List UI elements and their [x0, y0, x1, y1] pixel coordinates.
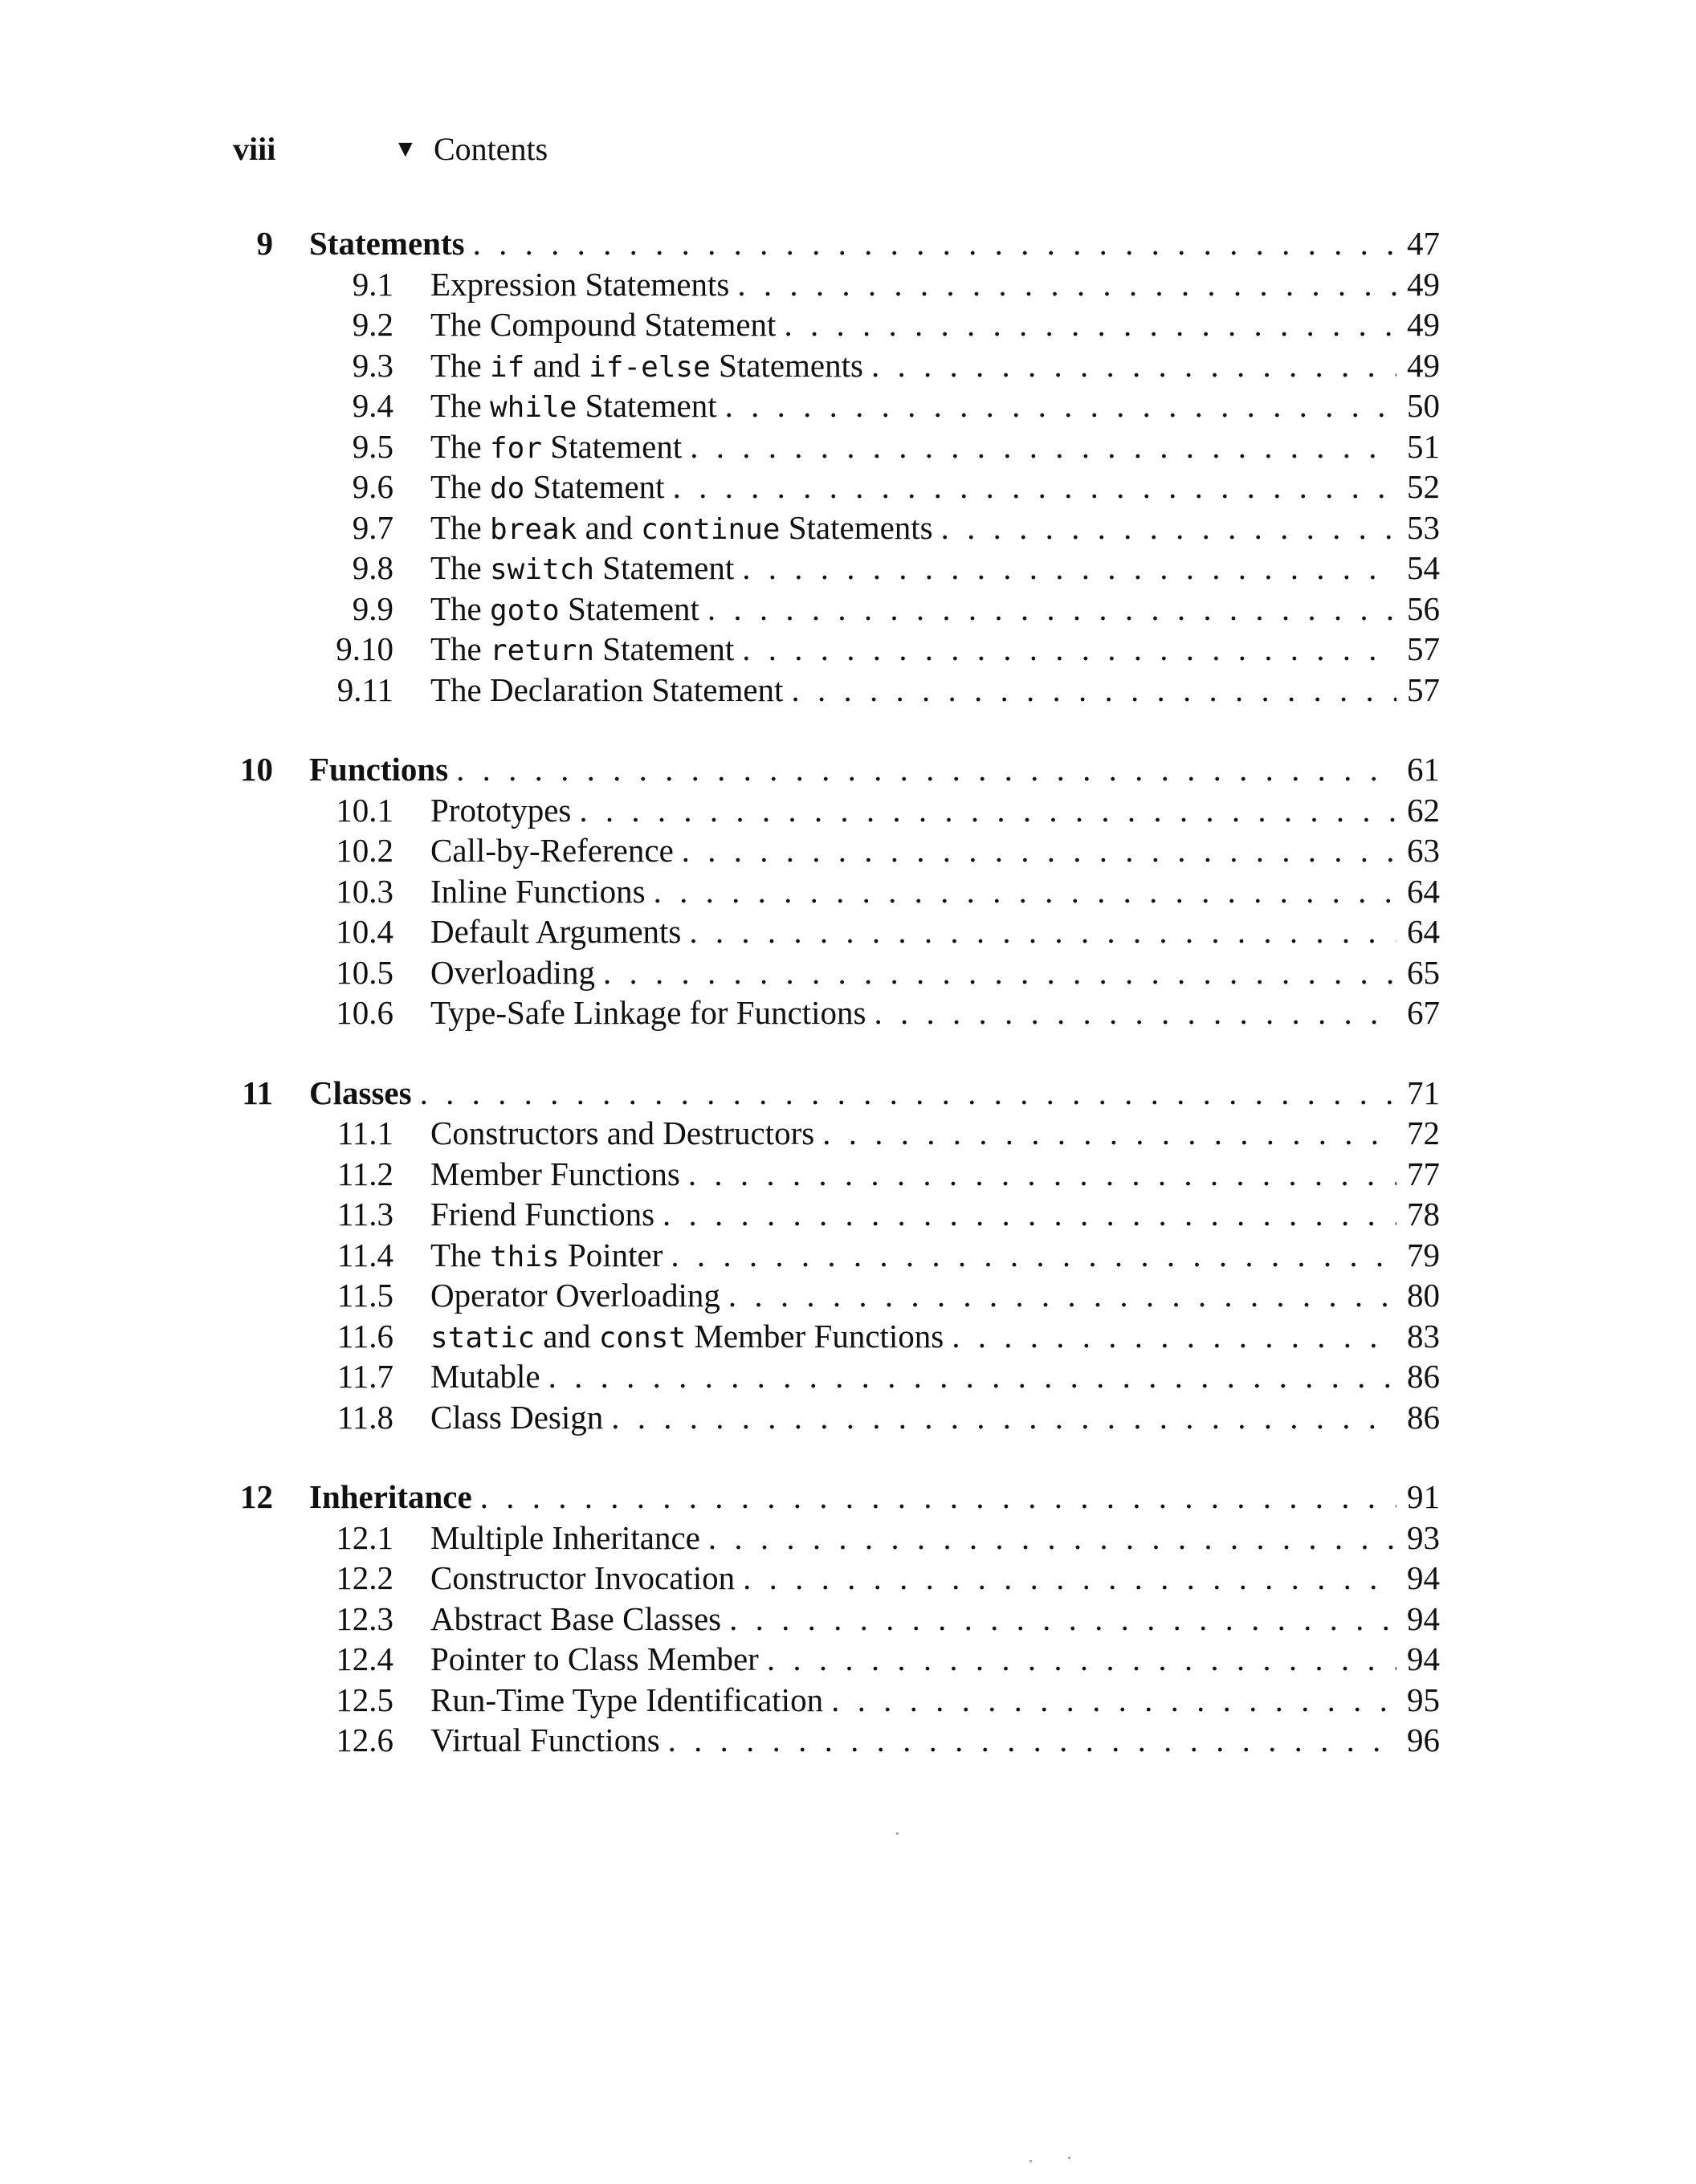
section-leader-line — [430, 790, 1440, 831]
section-number: 11.4 — [336, 1236, 393, 1273]
section-number: 11.3 — [336, 1196, 393, 1233]
title-fragment: Member Functions — [686, 1317, 944, 1355]
section-number: 10.5 — [336, 953, 393, 991]
section-page-number: 77 — [1407, 1155, 1440, 1192]
section-number: 9.1 — [352, 265, 393, 303]
toc-section-entry[interactable] — [0, 264, 1696, 305]
dot-leader — [783, 670, 1396, 711]
section-page-number: 64 — [1407, 913, 1440, 950]
dot-leader — [603, 1397, 1396, 1438]
section-title — [430, 1680, 823, 1721]
dot-leader — [682, 426, 1396, 467]
toc-section-entry[interactable] — [0, 871, 1696, 912]
title-fragment: The — [430, 468, 490, 505]
dot-leader — [540, 1356, 1396, 1397]
section-title — [430, 467, 665, 510]
chapter-title: Statements — [309, 225, 465, 262]
section-number: 11.5 — [336, 1277, 393, 1314]
toc-section-entry[interactable] — [0, 345, 1696, 386]
title-fragment: The — [430, 508, 490, 546]
section-number: 9.9 — [352, 589, 393, 627]
toc-section-entry[interactable] — [0, 830, 1696, 871]
section-page-number: 67 — [1407, 994, 1440, 1031]
title-fragment: Friend Functions — [430, 1196, 655, 1233]
toc-chapter — [0, 1477, 1696, 1761]
section-leader-line — [430, 1558, 1440, 1599]
section-leader-line — [430, 507, 1440, 551]
section-number: 12.2 — [336, 1559, 393, 1596]
title-fragment: The — [430, 427, 490, 465]
chapter-title: Functions — [309, 751, 449, 788]
section-title — [430, 911, 681, 952]
title-fragment: Expression Statements — [430, 265, 730, 303]
dot-leader — [863, 345, 1396, 386]
section-page-number: 53 — [1407, 508, 1440, 546]
toc-section-entry[interactable] — [0, 1113, 1696, 1154]
title-fragment: Statement — [594, 630, 735, 667]
section-leader-line — [430, 1356, 1440, 1397]
dot-leader — [681, 911, 1396, 952]
dot-leader — [823, 1680, 1396, 1721]
toc-chapter-entry[interactable] — [0, 1477, 1696, 1518]
section-title — [430, 1194, 654, 1235]
title-fragment: Constructors and Destructors — [430, 1114, 815, 1151]
section-page-number: 50 — [1407, 387, 1440, 424]
section-page-number: 96 — [1407, 1722, 1440, 1758]
title-fragment: Prototypes — [430, 791, 572, 829]
section-number: 9.7 — [352, 508, 393, 546]
section-title — [430, 952, 595, 993]
section-title — [430, 1518, 700, 1559]
section-number: 10.2 — [336, 832, 393, 869]
toc-chapter — [0, 1073, 1696, 1438]
chapter-page-number: 61 — [1407, 751, 1440, 788]
dot-leader — [814, 1113, 1396, 1154]
section-leader-line — [430, 467, 1440, 510]
title-fragment: Mutable — [430, 1358, 540, 1395]
section-number: 10.1 — [336, 791, 393, 829]
title-fragment: Inline Functions — [430, 872, 646, 910]
dot-leader — [665, 467, 1396, 507]
section-number: 9.6 — [352, 468, 393, 505]
dot-leader — [735, 1558, 1396, 1599]
toc-section-entry[interactable] — [0, 1275, 1696, 1316]
title-fragment: Virtual Functions — [430, 1722, 660, 1758]
section-title — [430, 790, 571, 831]
dot-leader — [571, 790, 1396, 831]
section-number: 10.4 — [336, 913, 393, 950]
section-page-number: 54 — [1407, 549, 1440, 586]
section-leader-line — [430, 1518, 1440, 1559]
title-fragment: Pointer to Class Member — [430, 1640, 759, 1677]
section-page-number: 62 — [1407, 791, 1440, 829]
section-number: 11.2 — [336, 1155, 393, 1192]
section-leader-line — [430, 1275, 1440, 1316]
section-leader-line — [430, 304, 1440, 345]
section-leader-line — [430, 426, 1440, 470]
section-title — [430, 548, 734, 591]
dot-leader — [776, 304, 1396, 345]
section-page-number: 49 — [1407, 346, 1440, 384]
section-number: 9.4 — [352, 387, 393, 424]
code-keyword: if-else — [589, 350, 711, 384]
table-of-contents — [0, 223, 1696, 1800]
section-page-number: 86 — [1407, 1358, 1440, 1395]
running-head — [233, 125, 1437, 173]
toc-section-entry[interactable] — [0, 1599, 1696, 1640]
code-keyword: return — [490, 634, 595, 667]
section-page-number: 72 — [1407, 1114, 1440, 1151]
chapter-page-number: 47 — [1407, 225, 1440, 262]
section-number: 9.2 — [352, 306, 393, 343]
section-page-number: 83 — [1407, 1317, 1440, 1355]
toc-section-entry[interactable] — [0, 911, 1696, 952]
section-page-number: 56 — [1407, 589, 1440, 627]
toc-section-entry[interactable] — [0, 1518, 1696, 1559]
section-title — [430, 871, 646, 912]
title-fragment: and — [524, 346, 589, 384]
section-number: 10.3 — [336, 872, 393, 910]
section-leader-line — [430, 264, 1440, 305]
section-leader-line — [430, 589, 1440, 632]
section-title — [430, 629, 734, 672]
section-number: 9.10 — [336, 630, 393, 667]
section-leader-line — [430, 1113, 1440, 1154]
section-leader-line — [430, 1154, 1440, 1195]
chapter-leader-line — [309, 1073, 1440, 1114]
section-number: 12.5 — [336, 1681, 393, 1718]
running-head-title: Contents — [434, 131, 548, 167]
title-fragment: Member Functions — [430, 1155, 680, 1192]
section-leader-line — [430, 1599, 1440, 1640]
section-leader-line — [430, 670, 1440, 711]
title-fragment: The — [430, 346, 490, 384]
title-fragment: Statement — [524, 468, 665, 505]
section-page-number: 94 — [1407, 1599, 1440, 1637]
section-page-number: 64 — [1407, 872, 1440, 910]
title-fragment: Statement — [542, 427, 683, 465]
section-leader-line — [430, 992, 1440, 1033]
section-number: 11.8 — [336, 1398, 393, 1436]
toc-section-entry[interactable] — [0, 304, 1696, 345]
toc-section-entry[interactable] — [0, 1720, 1696, 1761]
section-number: 9.5 — [352, 427, 393, 465]
title-fragment: Statements — [780, 508, 933, 546]
dot-leader — [699, 589, 1396, 630]
title-fragment: Default Arguments — [430, 913, 682, 950]
section-title — [430, 1275, 720, 1316]
dot-leader — [412, 1073, 1396, 1114]
title-fragment: Call-by-Reference — [430, 832, 674, 869]
toc-section-entry[interactable] — [0, 385, 1696, 426]
section-leader-line — [430, 911, 1440, 952]
dot-leader — [680, 1154, 1396, 1195]
toc-chapter — [0, 223, 1696, 710]
chapter-leader-line — [309, 749, 1440, 790]
section-title — [430, 1720, 660, 1761]
section-page-number: 86 — [1407, 1398, 1440, 1436]
section-title — [430, 1356, 540, 1397]
toc-chapter-entry[interactable] — [0, 223, 1696, 264]
section-number: 9.11 — [336, 670, 393, 708]
code-keyword: if — [490, 350, 525, 384]
toc-section-entry[interactable] — [0, 629, 1696, 670]
section-leader-line — [430, 1316, 1440, 1359]
title-fragment: Multiple Inheritance — [430, 1518, 700, 1556]
section-title — [430, 992, 866, 1033]
title-fragment: Constructor Invocation — [430, 1559, 736, 1596]
section-page-number: 95 — [1407, 1681, 1440, 1718]
chapter-title: Inheritance — [309, 1478, 472, 1515]
section-leader-line — [430, 629, 1440, 672]
section-number: 12.1 — [336, 1518, 393, 1556]
toc-chapter-entry[interactable] — [0, 749, 1696, 790]
dot-leader — [662, 1235, 1396, 1276]
section-number: 10.6 — [336, 994, 393, 1031]
chapter-leader-line — [309, 223, 1440, 264]
section-title — [430, 304, 776, 345]
section-page-number: 79 — [1407, 1236, 1440, 1273]
dot-leader — [660, 1720, 1396, 1761]
title-fragment: Type-Safe Linkage for Functions — [430, 994, 866, 1031]
toc-section-entry[interactable] — [0, 589, 1696, 630]
triangle-marker-icon: ▼ — [393, 136, 418, 162]
section-title — [430, 1558, 735, 1599]
toc-section-entry[interactable] — [0, 1558, 1696, 1599]
section-page-number: 49 — [1407, 265, 1440, 303]
section-leader-line — [430, 1680, 1440, 1721]
toc-section-entry[interactable] — [0, 670, 1696, 711]
toc-section-entry[interactable] — [0, 790, 1696, 831]
page-number: viii — [233, 131, 276, 167]
section-number: 11.7 — [336, 1358, 393, 1395]
section-leader-line — [430, 1235, 1440, 1278]
chapter-number: 11 — [242, 1074, 273, 1111]
section-page-number: 94 — [1407, 1559, 1440, 1596]
section-title — [430, 264, 729, 305]
print-speck — [1068, 2157, 1070, 2159]
chapter-number: 9 — [256, 225, 273, 262]
section-page-number: 80 — [1407, 1277, 1440, 1314]
dot-leader — [734, 629, 1396, 670]
toc-section-entry[interactable] — [0, 992, 1696, 1033]
dot-leader — [595, 952, 1396, 993]
title-fragment: The — [430, 1236, 490, 1273]
section-leader-line — [430, 871, 1440, 912]
toc-chapter-entry[interactable] — [0, 1073, 1696, 1114]
toc-section-entry[interactable] — [0, 1680, 1696, 1721]
section-number: 11.1 — [336, 1114, 393, 1151]
chapter-number: 10 — [240, 751, 273, 788]
dot-leader — [933, 507, 1396, 548]
toc-section-entry[interactable] — [0, 1235, 1696, 1276]
code-keyword: switch — [490, 553, 595, 586]
section-number: 9.8 — [352, 549, 393, 586]
section-number: 12.6 — [336, 1722, 393, 1758]
code-keyword: while — [490, 391, 577, 424]
title-fragment: The — [430, 387, 490, 424]
section-title — [430, 385, 717, 429]
section-title — [430, 345, 863, 389]
code-keyword: static — [430, 1321, 536, 1355]
title-fragment: Pointer — [559, 1236, 663, 1273]
section-leader-line — [430, 830, 1440, 871]
section-leader-line — [430, 548, 1440, 591]
dot-leader — [944, 1316, 1396, 1357]
title-fragment: Statements — [710, 346, 863, 384]
toc-section-entry[interactable] — [0, 548, 1696, 589]
section-page-number: 57 — [1407, 670, 1440, 708]
dot-leader — [465, 223, 1396, 264]
toc-section-entry[interactable] — [0, 1397, 1696, 1438]
title-fragment: The — [430, 549, 490, 586]
title-fragment: Statement — [559, 589, 699, 627]
section-leader-line — [430, 1397, 1440, 1438]
section-number: 11.6 — [336, 1317, 393, 1355]
code-keyword: goto — [490, 593, 560, 627]
dot-leader — [729, 264, 1396, 305]
chapter-page-number: 71 — [1407, 1074, 1440, 1111]
title-fragment: Class Design — [430, 1398, 604, 1436]
dot-leader — [720, 1275, 1396, 1316]
section-title — [430, 830, 674, 871]
toc-section-entry[interactable] — [0, 507, 1696, 548]
section-page-number: 65 — [1407, 953, 1440, 991]
toc-chapter — [0, 749, 1696, 1033]
section-number: 12.3 — [336, 1599, 393, 1637]
section-page-number: 52 — [1407, 468, 1440, 505]
title-fragment: Run-Time Type Identification — [430, 1681, 824, 1718]
print-speck — [896, 1832, 899, 1835]
dot-leader — [734, 548, 1396, 589]
dot-leader — [674, 830, 1396, 871]
section-title — [430, 1599, 721, 1640]
code-keyword: const — [598, 1321, 687, 1355]
title-fragment: Operator Overloading — [430, 1277, 720, 1314]
toc-section-entry[interactable] — [0, 1194, 1696, 1235]
section-page-number: 94 — [1407, 1640, 1440, 1677]
title-fragment: The — [430, 589, 490, 627]
section-title — [430, 1113, 814, 1154]
section-title — [430, 1316, 944, 1359]
toc-section-entry[interactable] — [0, 467, 1696, 507]
section-title — [430, 589, 699, 632]
toc-section-entry[interactable] — [0, 1316, 1696, 1357]
section-page-number: 49 — [1407, 306, 1440, 343]
section-page-number: 93 — [1407, 1518, 1440, 1556]
section-page-number: 57 — [1407, 630, 1440, 667]
title-fragment: Statement — [577, 387, 717, 424]
code-keyword: do — [490, 472, 525, 505]
toc-section-entry[interactable] — [0, 952, 1696, 993]
section-leader-line — [430, 385, 1440, 429]
dot-leader — [646, 871, 1396, 912]
section-page-number: 51 — [1407, 427, 1440, 465]
title-fragment: Statement — [594, 549, 735, 586]
title-fragment: The Declaration Statement — [430, 670, 784, 708]
title-fragment: The Compound Statement — [430, 306, 777, 343]
title-fragment: The — [430, 630, 490, 667]
section-leader-line — [430, 345, 1440, 389]
code-keyword: this — [490, 1240, 560, 1273]
dot-leader — [721, 1599, 1396, 1640]
section-leader-line — [430, 1720, 1440, 1761]
chapter-title: Classes — [309, 1074, 412, 1111]
section-title — [430, 507, 933, 551]
title-fragment: Abstract Base Classes — [430, 1599, 722, 1637]
section-title — [430, 1154, 680, 1195]
section-number: 9.3 — [352, 346, 393, 384]
title-fragment: Overloading — [430, 953, 595, 991]
chapter-page-number: 91 — [1407, 1478, 1440, 1515]
dot-leader — [448, 749, 1396, 790]
dot-leader — [472, 1477, 1396, 1518]
section-leader-line — [430, 1639, 1440, 1680]
toc-section-entry[interactable] — [0, 426, 1696, 467]
section-leader-line — [430, 1194, 1440, 1235]
code-keyword: for — [490, 431, 543, 465]
section-title — [430, 1639, 759, 1680]
section-title — [430, 670, 783, 711]
section-page-number: 78 — [1407, 1196, 1440, 1233]
section-title — [430, 1397, 603, 1438]
chapter-number: 12 — [240, 1478, 273, 1515]
toc-section-entry[interactable] — [0, 1154, 1696, 1195]
section-title — [430, 1235, 662, 1278]
dot-leader — [717, 385, 1396, 426]
chapter-leader-line — [309, 1477, 1440, 1518]
toc-section-entry[interactable] — [0, 1639, 1696, 1680]
title-fragment: and — [535, 1317, 599, 1355]
dot-leader — [700, 1518, 1396, 1559]
section-number: 12.4 — [336, 1640, 393, 1677]
dot-leader — [759, 1639, 1396, 1680]
dot-leader — [654, 1194, 1396, 1235]
section-title — [430, 426, 682, 470]
print-speck — [1029, 2160, 1032, 2162]
dot-leader — [866, 992, 1396, 1033]
title-fragment: and — [577, 508, 642, 546]
code-keyword: break — [490, 512, 577, 546]
section-leader-line — [430, 952, 1440, 993]
section-page-number: 63 — [1407, 832, 1440, 869]
code-keyword: continue — [641, 512, 781, 546]
toc-section-entry[interactable] — [0, 1356, 1696, 1397]
